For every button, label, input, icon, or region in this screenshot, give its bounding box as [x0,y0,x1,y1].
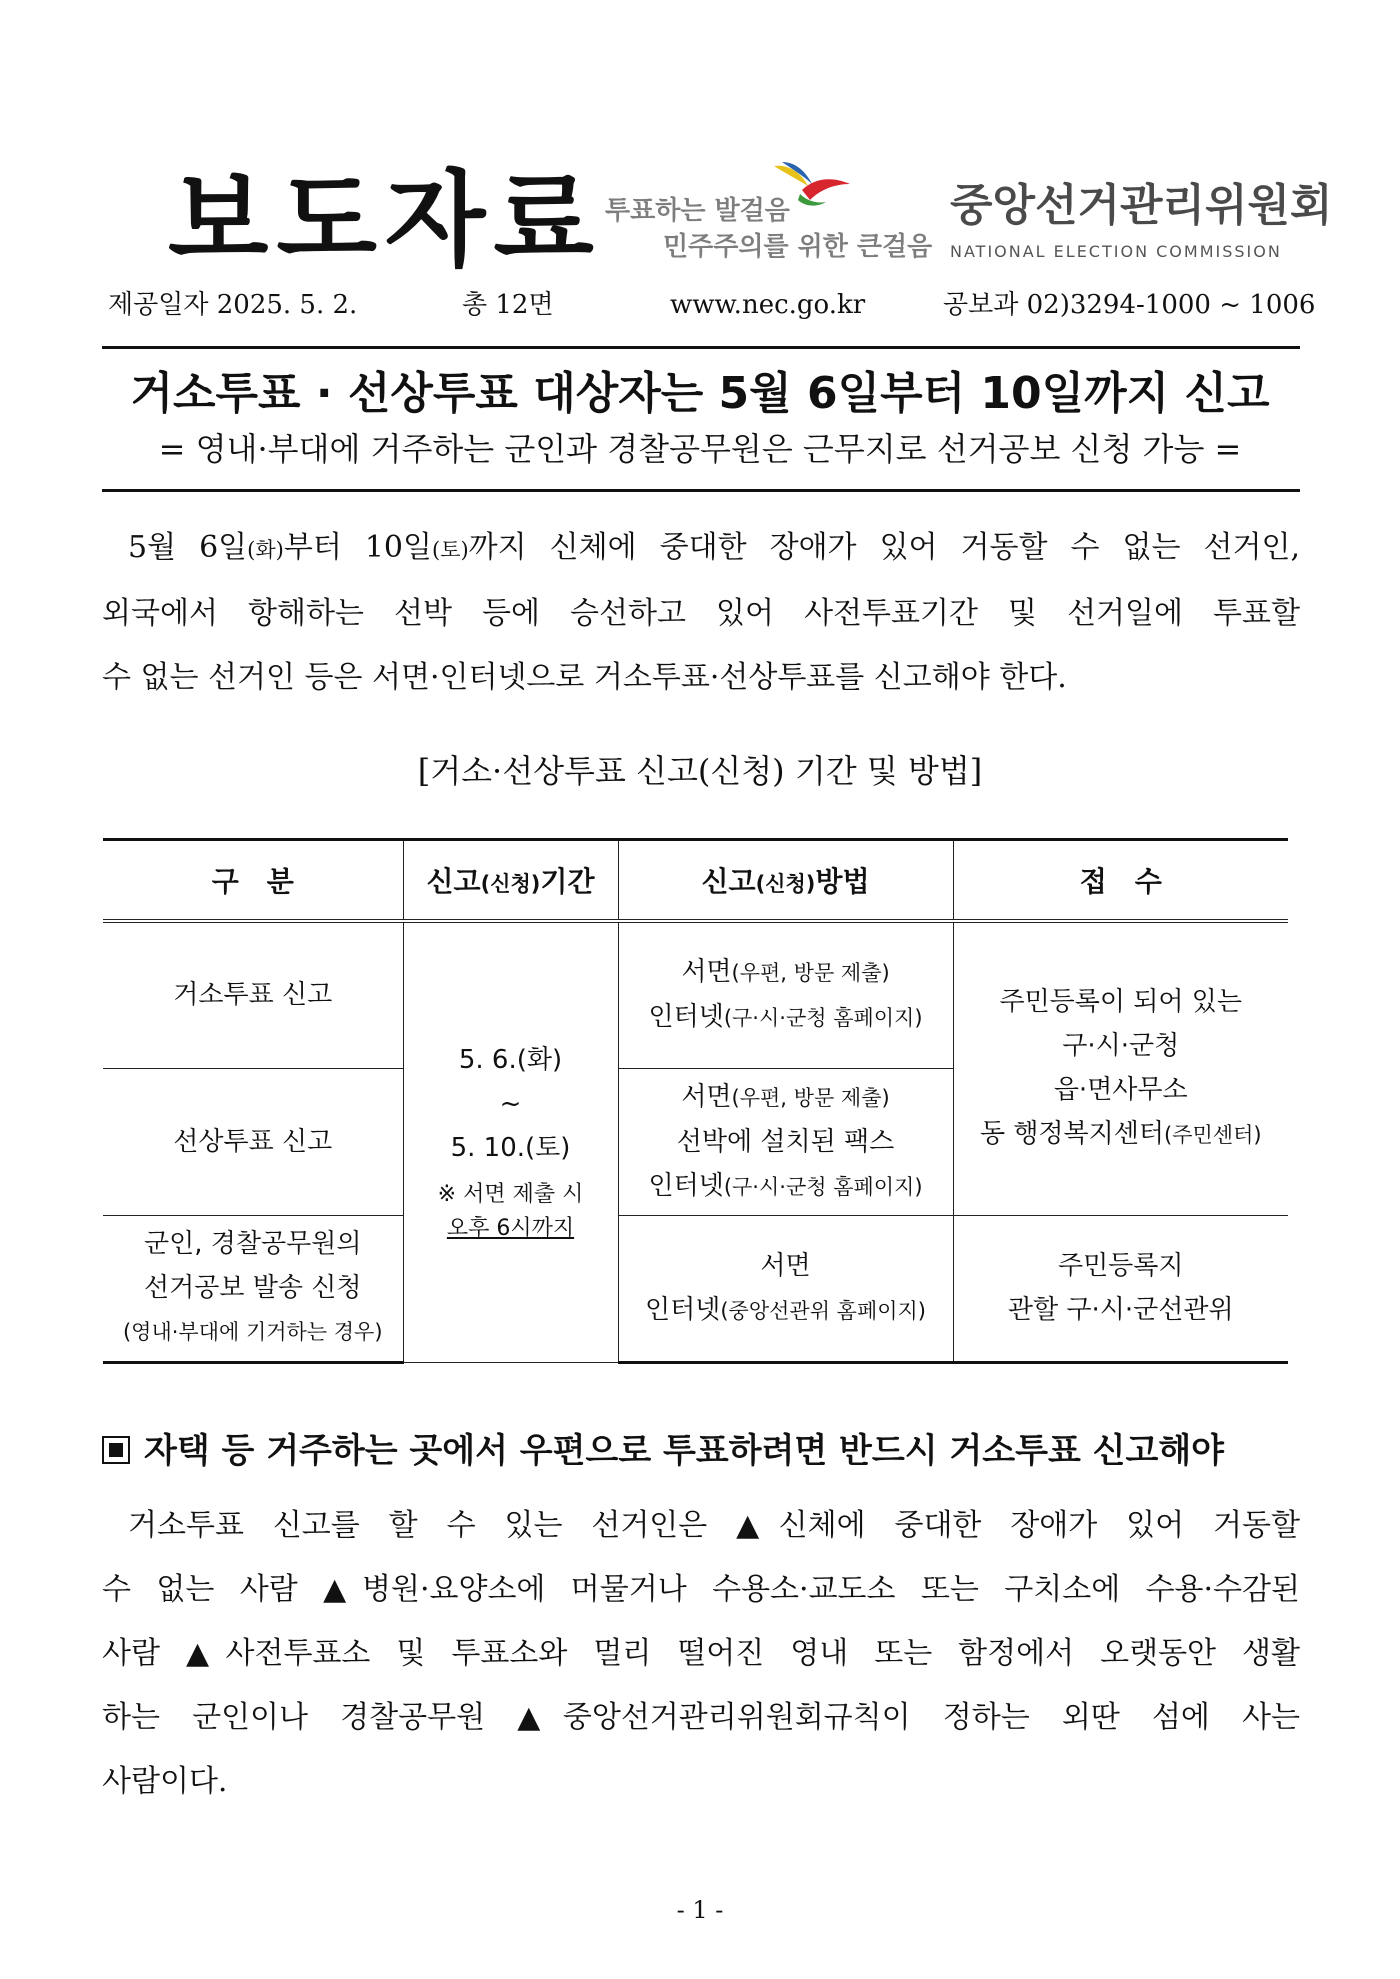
website-link[interactable]: www.nec.go.kr [670,290,866,320]
cell-receipt: 주민등록지 관할 구·시·군선관위 [953,1215,1288,1362]
section-line: 사람이다. [102,1764,228,1799]
table-caption: [거소·선상투표 신고(신청) 기간 및 방법] [417,752,983,790]
slogan-line-2: 민주주의를 위한 큰걸음 [663,232,933,262]
section-line: 수 없는 사람 ▲병원·요양소에 머물거나 수용소·교도소 또는 구치소에 수용·수감된 [102,1572,1300,1607]
table-row [103,921,1288,1068]
section-line: 거소투표 신고를 할 수 있는 선거인은 ▲신체에 중대한 장애가 있어 거동할 [128,1508,1300,1543]
section-line: 하는 군인이나 경찰공무원 ▲중앙선거관리위원회규칙이 정하는 외딴 섬에 사는 [102,1700,1300,1735]
header-divider-top [102,346,1300,349]
contact-info: 공보과 02)3294-1000 ~ 1006 [943,290,1316,320]
cell-method: 서면(우편, 방문 제출) 인터넷(구·시·군청 홈페이지) [618,921,953,1068]
header-period: 신고(신청)기간 [403,840,618,922]
period-note-line-1: ※ 서면 제출 시 [437,1182,584,1208]
page-count: 총 12면 [462,290,554,320]
cell-category: 선상투표 신고 [103,1068,403,1215]
document-title: 보도자료 [168,159,602,281]
section-paragraph [102,1494,1300,1814]
cell-method: 서면(우편, 방문 제출) 선박에 설치된 팩스 인터넷(구·시·군청 홈페이지) [618,1068,953,1215]
intro-line-2: 외국에서 항해하는 선박 등에 승선하고 있어 사전투표기간 및 선거일에 투표할 [102,596,1300,631]
cell-period: 5. 6.(화) ~ 5. 10.(토) ※ 서면 제출 시 오후 6시까지 [403,921,618,1362]
headline: 거소투표 · 선상투표 대상자는 5월 6일부터 10일까지 신고 [130,368,1270,419]
organization-logo [950,180,1333,261]
slogan-line-1: 투표하는 발걸음 [605,196,790,226]
cell-category: 거소투표 신고 [103,921,403,1068]
bird-logo-icon [772,160,852,212]
header-method: 신고(신청)방법 [618,840,953,922]
header-receipt: 접 수 [953,840,1288,922]
period-note-line-2: 오후 6시까지 [446,1216,575,1242]
header-category: 구 분 [103,840,403,922]
square-bullet-icon [102,1436,130,1464]
org-name-korean: 중앙선거관리위원회 [950,180,1333,231]
campaign-slogan [605,190,933,262]
cell-method: 서면 인터넷(중앙선관위 홈페이지) [618,1215,953,1362]
release-date: 제공일자 2025. 5. 2. [108,290,358,320]
section-line: 사람 ▲사전투표소 및 투표소와 멀리 떨어진 영내 또는 함정에서 오랫동안 생활 [102,1636,1300,1671]
cell-category: 군인, 경찰공무원의 선거공보 발송 신청 (영내·부대에 기거하는 경우) [103,1215,403,1362]
filing-method-table [103,838,1288,1364]
intro-line-3: 수 없는 선거인 등은 서면·인터넷으로 거소투표·선상투표를 신고해야 한다. [102,660,1067,695]
org-name-english: NATIONAL ELECTION COMMISSION [950,242,1282,261]
header-divider-bottom [102,489,1300,492]
table-row [103,1215,1288,1362]
section-heading: 자택 등 거주하는 곳에서 우편으로 투표하려면 반드시 거소투표 신고해야 [102,1434,1224,1468]
intro-line-1: 5월 6일(화)부터 10일(토)까지 신체에 중대한 장애가 있어 거동할 수 없는 선거인, [128,530,1301,565]
page-number: - 1 - [676,1896,724,1924]
cell-receipt: 주민등록이 되어 있는 구·시·군청 읍·면사무소 동 행정복지센터(주민센터) [953,921,1288,1215]
intro-paragraph [102,516,1300,710]
subheadline: = 영내·부대에 거주하는 군인과 경찰공무원은 근무지로 선거공보 신청 가능 = [158,430,1242,468]
